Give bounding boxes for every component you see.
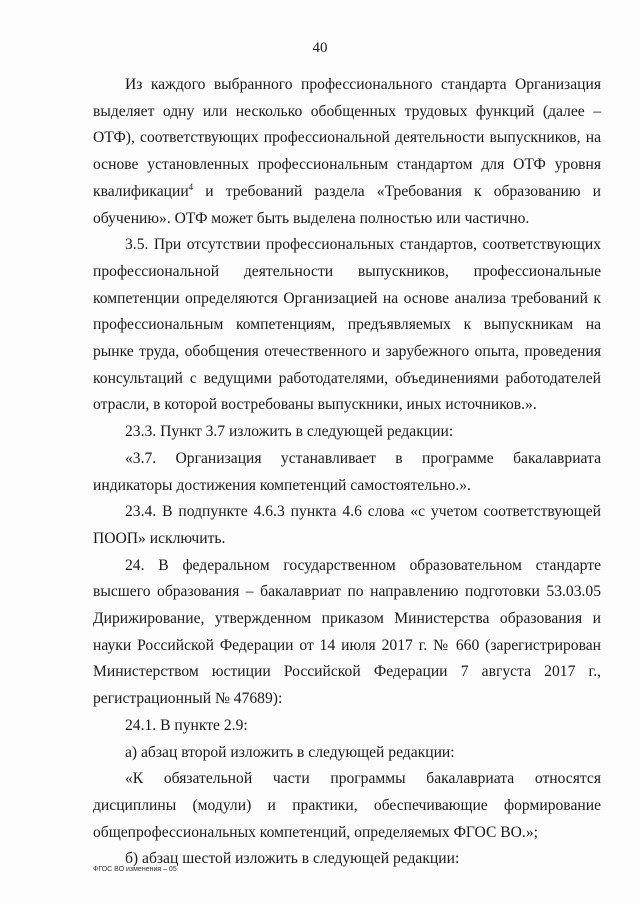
page-number: 40 [312,40,328,56]
paragraph: 23.4. В подпункте 4.6.3 пункта 4.6 слова «с учетом соответствующей ПООП» исключить. [93,503,601,547]
footnote-marker: 4 [188,181,194,192]
footer-text: ФГОС ВО изменения – 05 [93,866,177,873]
paragraph: 3.5. При отсутствии профессиональных стандартов, соответствующих профессиональной деятельности выпускников, профессиональные компетенции определяются Организацией на основе анализа требований к профессиональным компетенциям, предъявляемых к выпускникам на рынке труда, обобщения отечественного и зарубежного опыта, проведения консультаций с ведущими работодателями, объединениями работодателей отрасли, в которой востребованы выпускники, иных источников.». [93,236,601,414]
paragraph: 24.1. В пункте 2.9: [125,716,248,734]
paragraph: «3.7. Организация устанавливает в программе бакалавриата индикаторы достижения компетенций самостоятельно.». [93,449,601,494]
paragraph: 23.3. Пункт 3.7 изложить в следующей редакции: [125,423,454,441]
paragraph: б) абзац шестой изложить в следующей редакции: [125,850,460,868]
paragraph-text: Из каждого выбранного профессионального стандарта Организация выделяет одну или несколько обобщенных трудовых функций (далее – ОТФ), соответствующих профессиональной деятельности выпускников, на основе установленных профессиональным стандартом для ОТФ уровня квалификации [93,76,601,200]
paragraph [93,72,601,232]
paragraph: «К обязательной части программы бакалавриата относятся дисциплины (модули) и практики, обеспечивающие формирование общепрофессиональных компетенций, определяемых ФГОС ВО.»; [93,770,601,841]
paragraph-text-tail: и требований раздела «Требования к образованию и обучению». ОТФ может быть выделена полностью или частично. [93,182,601,227]
paragraph: 24. В федеральном государственном образовательном стандарте высшего образования – бакалавриат по направлению подготовки 53.03.05 Дирижирование, утвержденном приказом Министерства образования и науки Российской Федерации от 14 июля 2017 г. № 660 (зарегистрирован Министерством юстиции Российской Федерации 7 августа 2017 г., регистрационный № 47689): [93,556,601,708]
document-body [93,72,601,873]
paragraph: а) абзац второй изложить в следующей редакции: [125,743,455,761]
